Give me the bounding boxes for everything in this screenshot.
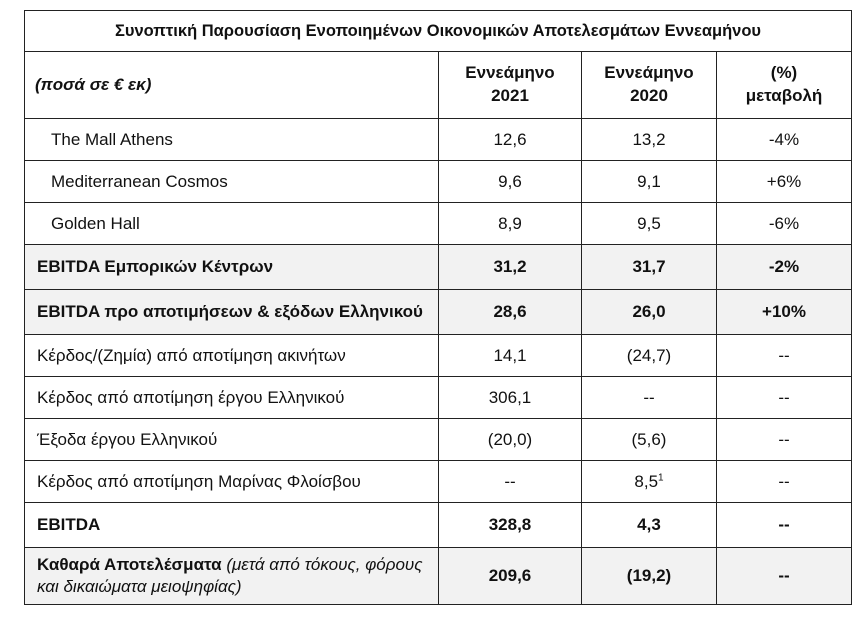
value-2020: 31,7: [582, 245, 717, 290]
value-change: +10%: [717, 290, 852, 335]
value-2020: (5,6): [582, 419, 717, 461]
table-row: [25, 161, 852, 203]
header-change-line2: μεταβολή: [745, 86, 823, 105]
table-row-subtotal: [25, 245, 852, 290]
value-change: --: [717, 377, 852, 419]
value-2020: (19,2): [582, 548, 717, 605]
value-2021: 14,1: [439, 335, 582, 377]
value-change: --: [717, 335, 852, 377]
row-label: Mediterranean Cosmos: [25, 161, 439, 203]
value-2020: 26,0: [582, 290, 717, 335]
header-2021: [439, 52, 582, 119]
row-label: EBITDA: [25, 503, 439, 548]
value-2020-number: 8,5: [634, 471, 659, 491]
value-2021: 328,8: [439, 503, 582, 548]
value-2020: 4,3: [582, 503, 717, 548]
value-change: --: [717, 419, 852, 461]
financial-summary-table: [24, 10, 852, 605]
table-row: [25, 203, 852, 245]
header-2020: [582, 52, 717, 119]
table-row-ebitda: [25, 503, 852, 548]
table-row: [25, 335, 852, 377]
value-2021: 12,6: [439, 119, 582, 161]
table-row: [25, 377, 852, 419]
row-label: Έξοδα έργου Ελληνικού: [25, 419, 439, 461]
value-2020: (24,7): [582, 335, 717, 377]
value-change: --: [717, 461, 852, 503]
value-2020: [582, 461, 717, 503]
value-change: --: [717, 548, 852, 605]
value-2021: 209,6: [439, 548, 582, 605]
value-2021: (20,0): [439, 419, 582, 461]
value-2020: 9,1: [582, 161, 717, 203]
table-title-row: [25, 11, 852, 52]
value-change: +6%: [717, 161, 852, 203]
header-2020-line2: 2020: [630, 86, 668, 105]
financial-summary-table-wrapper: [24, 10, 851, 605]
value-change: --: [717, 503, 852, 548]
row-label: Golden Hall: [25, 203, 439, 245]
header-2021-line2: 2021: [491, 86, 529, 105]
value-2021: 9,6: [439, 161, 582, 203]
table-header-row: [25, 52, 852, 119]
row-label: Κέρδος από αποτίμηση έργου Ελληνικού: [25, 377, 439, 419]
value-change: -4%: [717, 119, 852, 161]
table-row: [25, 461, 852, 503]
value-2021: --: [439, 461, 582, 503]
value-2021: 8,9: [439, 203, 582, 245]
table-row: [25, 119, 852, 161]
value-2021: 31,2: [439, 245, 582, 290]
value-change: -2%: [717, 245, 852, 290]
header-2021-line1: Εννεάμηνο: [465, 63, 555, 83]
value-2020: 9,5: [582, 203, 717, 245]
row-label: EBITDA προ αποτιμήσεων & εξόδων Ελληνικού: [25, 290, 439, 335]
table-row: [25, 419, 852, 461]
row-label: EBITDA Εμπορικών Κέντρων: [25, 245, 439, 290]
header-change-line1: (%): [770, 63, 798, 83]
table-row-net-results: [25, 548, 852, 605]
row-label: Κέρδος από αποτίμηση Μαρίνας Φλοίσβου: [25, 461, 439, 503]
header-change: [717, 52, 852, 119]
row-label: Κέρδος/(Ζημία) από αποτίμηση ακινήτων: [25, 335, 439, 377]
value-2020: 13,2: [582, 119, 717, 161]
value-2021: 306,1: [439, 377, 582, 419]
row-label-main: Καθαρά Αποτελέσματα: [37, 554, 222, 574]
table-title: Συνοπτική Παρουσίαση Ενοποιημένων Οικονομικών Αποτελεσμάτων Εννεαμήνου: [25, 11, 852, 52]
table-row-subtotal: [25, 290, 852, 335]
row-label: The Mall Athens: [25, 119, 439, 161]
row-label: [25, 548, 439, 605]
header-2020-line1: Εννεάμηνο: [604, 63, 694, 83]
value-2020: --: [582, 377, 717, 419]
footnote-marker: 1: [658, 471, 664, 483]
value-2021: 28,6: [439, 290, 582, 335]
value-change: -6%: [717, 203, 852, 245]
unit-header: (ποσά σε € εκ): [25, 52, 439, 119]
row-label-note: (μετά από τόκους, φόρους και δικαιώματα μειοψηφίας): [37, 554, 423, 596]
